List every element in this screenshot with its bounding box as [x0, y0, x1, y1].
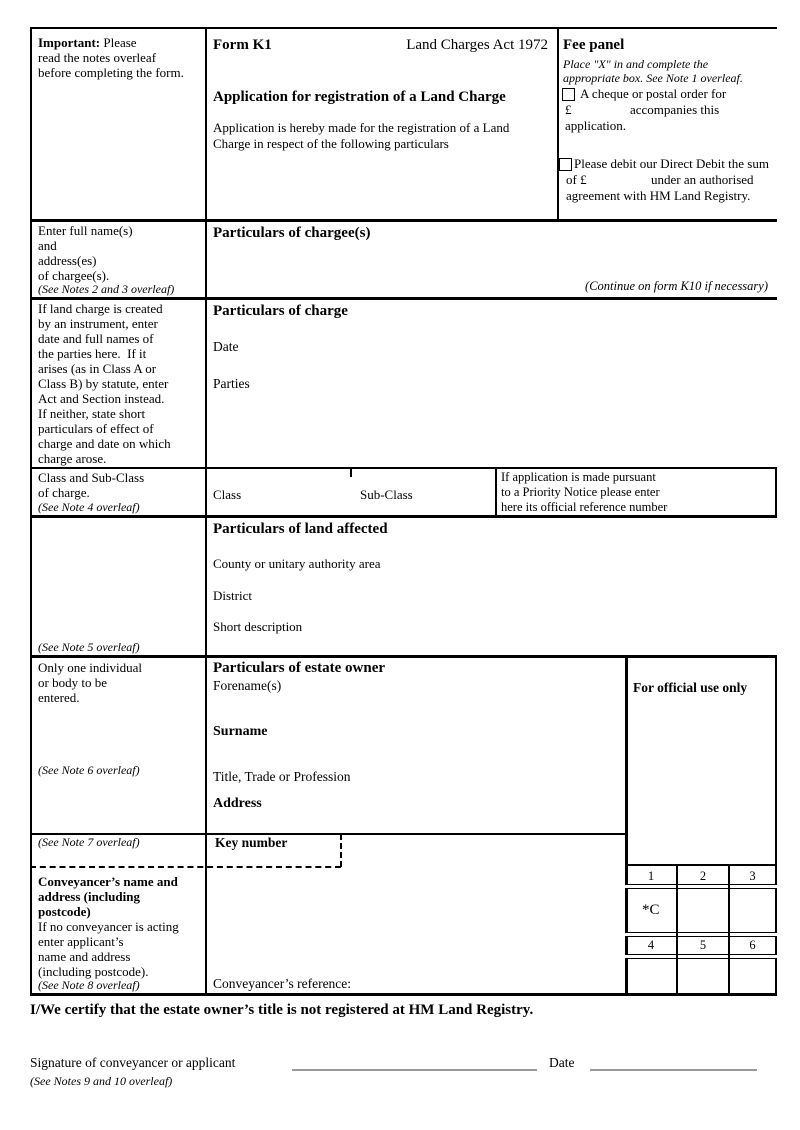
estate-heading: Particulars of estate owner	[213, 660, 386, 676]
priority-note-line2: to a Priority Notice please enter	[501, 485, 660, 499]
key-number-dashed-divider	[340, 834, 342, 867]
estate-side-line2: or body to be	[38, 675, 107, 690]
grid-cell-1: 1	[647, 869, 655, 883]
priority-note-line3: here its official reference number	[501, 500, 668, 514]
grid-cell-6: 6	[749, 938, 756, 952]
signature-label: Signature of conveyancer or applicant	[30, 1055, 236, 1070]
conveyancer-side-line1: If no conveyancer is acting	[38, 919, 179, 934]
chargee-see-notes: (See Notes 2 and 3 overleaf)	[38, 282, 175, 296]
charge-date-field[interactable]	[252, 338, 552, 354]
charge-side-line-3: date and full names of	[38, 331, 154, 346]
cheque-option-line1: A cheque or postal order for	[580, 86, 727, 101]
grid-cell-5: 5	[699, 938, 707, 952]
charge-side-line-8: If neither, state short	[38, 406, 146, 421]
county-field[interactable]	[430, 556, 760, 572]
charge-side-line-11: charge arose.	[38, 451, 107, 466]
signature-rule	[292, 1069, 537, 1071]
fee-panel-title: Fee panel	[563, 37, 625, 53]
land-see-note: (See Note 5 overleaf)	[38, 640, 140, 654]
form-subtitle-line1: Application is hereby made for the registration of a Land	[213, 120, 510, 135]
date-field[interactable]	[590, 1054, 757, 1069]
charge-side-line-1: If land charge is created	[38, 301, 163, 316]
debit-currency-label: of £	[566, 172, 587, 187]
charge-side-line-5: arises (as in Class A or	[38, 361, 157, 376]
cheque-option-line2: accompanies this	[630, 102, 720, 117]
form-subtitle-line2: Charge in respect of the following particulars	[213, 136, 449, 151]
key-number-field[interactable]	[215, 851, 335, 865]
grid-top-rule	[625, 864, 777, 866]
conveyancer-side-line3: name and address	[38, 949, 131, 964]
charge-side-line-6: Class B) by statute, enter	[38, 376, 169, 391]
grid-stamp-c: *C	[642, 902, 660, 918]
charge-bottom-rule	[30, 467, 777, 469]
continue-k10-note: (Continue on form K10 if necessary)	[585, 279, 768, 293]
grid-cell-3: 3	[749, 869, 756, 883]
estate-side-line1: Only one individual	[38, 660, 142, 675]
chargee-side-note-line1: Enter full name(s)	[38, 223, 133, 238]
cheque-currency-label: £	[565, 102, 572, 117]
charge-side-line-9: particulars of effect of	[38, 421, 154, 436]
estate-side-line3: entered.	[38, 690, 80, 705]
land-heading: Particulars of land affected	[213, 521, 388, 537]
title-profession-field[interactable]	[372, 768, 615, 786]
chargee-details-field[interactable]	[213, 246, 763, 276]
charge-date-label: Date	[213, 339, 239, 354]
forename-label: Forename(s)	[213, 678, 282, 693]
debit-option-line3: agreement with HM Land Registry.	[566, 188, 751, 203]
direct-debit-checkbox[interactable]	[559, 158, 572, 171]
form-left-rule	[30, 27, 32, 995]
conveyancer-reference-label: Conveyancer’s reference:	[213, 976, 352, 991]
title-profession-label: Title, Trade or Profession	[213, 769, 351, 784]
class-subclass-tick	[350, 467, 352, 477]
debit-option-line1: Please debit our Direct Debit the sum	[574, 156, 769, 171]
date-label: Date	[549, 1055, 575, 1070]
charge-side-line-2: by an instrument, enter	[38, 316, 158, 331]
class-label: Class	[213, 487, 242, 502]
priority-box-right-rule	[775, 467, 777, 517]
class-see-note: (See Note 4 overleaf)	[38, 500, 140, 514]
important-note-line2: read the notes overleaf	[38, 50, 157, 65]
class-side-line1: Class and Sub-Class	[38, 470, 145, 485]
debit-option-line2: under an authorised	[651, 172, 754, 187]
charge-heading: Particulars of charge	[213, 303, 348, 319]
conveyancer-side-line4: (including postcode).	[38, 964, 149, 979]
subclass-label: Sub-Class	[360, 487, 413, 502]
chargee-side-note-line3: address(es)	[38, 253, 97, 268]
key-see-note: (See Note 7 overleaf)	[38, 835, 140, 849]
priority-note-line1: If application is made pursuant	[501, 470, 656, 484]
important-note-line3: before completing the form.	[38, 65, 184, 80]
district-field[interactable]	[266, 588, 596, 604]
county-label: County or unitary authority area	[213, 556, 381, 571]
class-field[interactable]	[252, 487, 347, 503]
address-field[interactable]	[276, 795, 615, 813]
debit-amount-field[interactable]	[595, 172, 647, 187]
grid-cell-4: 4	[647, 938, 655, 952]
priority-box-left-rule	[495, 467, 497, 517]
land-bottom-rule	[30, 655, 777, 658]
chargee-side-note-line2: and	[38, 238, 57, 253]
forename-field[interactable]	[300, 677, 615, 695]
conveyancer-reference-field[interactable]	[362, 975, 620, 991]
important-note-line1: Important: Please	[38, 35, 137, 50]
official-use-right-rule	[775, 655, 777, 995]
cheque-checkbox[interactable]	[562, 88, 575, 101]
form-id: Form K1	[213, 37, 272, 53]
charge-side-line-4: the parties here. If it	[38, 346, 147, 361]
surname-label: Surname	[213, 724, 268, 739]
key-number-label: Key number	[215, 835, 288, 850]
footer-see-notes: (See Notes 9 and 10 overleaf)	[30, 1074, 173, 1088]
charge-parties-label: Parties	[213, 376, 250, 391]
cheque-option-line3: application.	[565, 118, 627, 133]
header-bottom-rule	[30, 219, 777, 222]
conveyancer-side-bold3: postcode)	[38, 904, 91, 919]
class-bottom-rule	[30, 515, 777, 518]
conveyancer-side-bold2: address (including	[38, 889, 140, 904]
grid-divider-1	[625, 884, 777, 889]
chargee-side-note-line4: of chargee(s).	[38, 268, 110, 283]
priority-reference-field[interactable]	[690, 470, 772, 500]
fee-panel-divider	[557, 27, 559, 220]
surname-field[interactable]	[290, 723, 615, 741]
key-number-dashed-rule	[30, 866, 341, 868]
left-column-divider	[205, 27, 207, 995]
act-title: Land Charges Act 1972	[406, 37, 548, 53]
charge-side-line-10: charge and date on which	[38, 436, 171, 451]
charge-side-line-7: Act and Section instead.	[38, 391, 165, 406]
chargee-heading: Particulars of chargee(s)	[213, 225, 371, 241]
class-side-line2: of charge.	[38, 485, 90, 500]
short-description-field[interactable]	[322, 619, 762, 635]
district-label: District	[213, 588, 252, 603]
fee-instruction-line2: appropriate box. See Note 1 overleaf.	[563, 71, 743, 85]
conveyancer-name-address-field[interactable]	[210, 872, 622, 972]
conveyancer-side-line2: enter applicant’s	[38, 934, 124, 949]
grid-divider-3	[625, 954, 777, 959]
conveyancer-see-note: (See Note 8 overleaf)	[38, 978, 140, 992]
form-top-rule	[30, 27, 777, 29]
grid-divider-2	[625, 932, 777, 937]
conveyancer-side-bold1: Conveyancer’s name and	[38, 874, 178, 889]
signature-field[interactable]	[292, 1054, 537, 1069]
form-bottom-rule	[30, 993, 777, 996]
subclass-field[interactable]	[425, 487, 491, 503]
important-label: Important:	[38, 35, 101, 50]
date-rule	[590, 1069, 757, 1071]
charge-parties-field[interactable]	[266, 375, 566, 391]
chargee-bottom-rule	[30, 297, 777, 300]
official-use-label: For official use only	[633, 680, 748, 695]
fee-instruction-line1: Place "X" in and complete the	[563, 57, 709, 71]
cheque-amount-field[interactable]	[578, 102, 626, 117]
grid-cell-2: 2	[699, 869, 707, 883]
estate-see-note: (See Note 6 overleaf)	[38, 763, 140, 777]
form-title: Application for registration of a Land Charge	[213, 89, 506, 105]
certification-statement: I/We certify that the estate owner’s title is not registered at HM Land Registry.	[30, 1002, 534, 1018]
address-label: Address	[213, 796, 262, 811]
short-description-label: Short description	[213, 619, 303, 634]
